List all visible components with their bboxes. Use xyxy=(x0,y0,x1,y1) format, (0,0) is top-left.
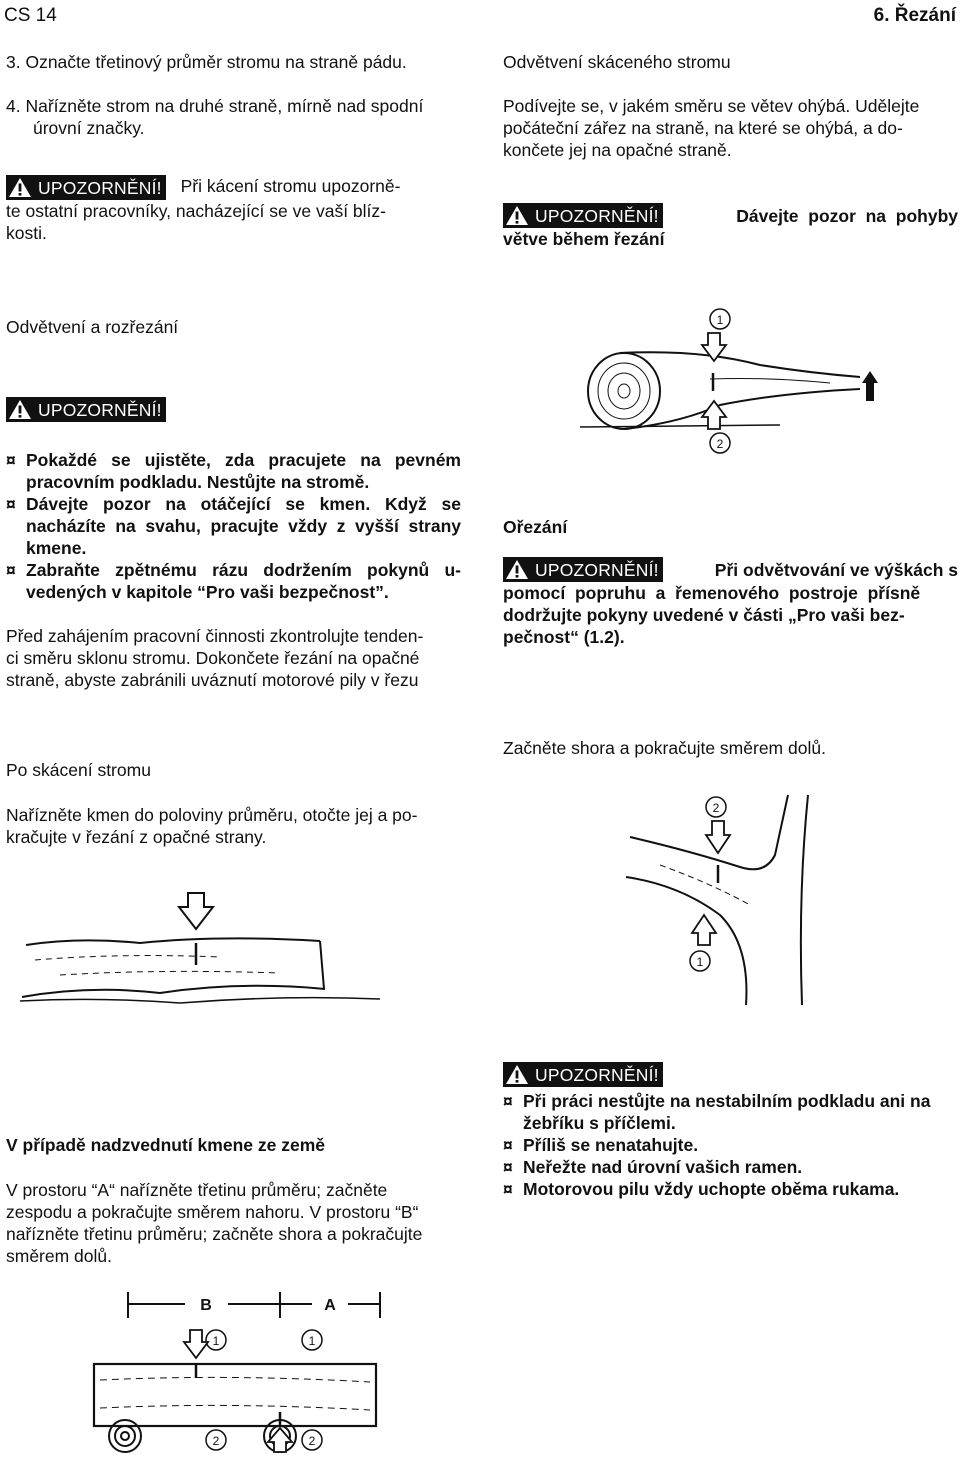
chapter-title: 6. Řezání xyxy=(873,5,956,26)
bullet-list-ladder xyxy=(503,1090,958,1200)
warning-badge xyxy=(6,397,166,422)
warning-text: Při kácení stromu upozorně- xyxy=(180,176,401,197)
zone-b-label: B xyxy=(200,1297,212,1314)
warning-label: UPOZORNĚNÍ! xyxy=(535,205,659,226)
warning-badge xyxy=(6,175,166,200)
list-item: ¤ Neřežte nad úrovní vašich ramen. xyxy=(503,1157,803,1177)
warning-text: Při odvětvování ve výškách s xyxy=(714,559,958,580)
step-4-line-2: úrovní značky. xyxy=(33,118,145,138)
arrow-down-icon xyxy=(179,893,213,929)
warning-badge xyxy=(503,203,663,228)
arrow-down-icon xyxy=(184,1330,208,1358)
section-title-after-felling: Po skácení stromu xyxy=(6,760,151,780)
log-top-line xyxy=(26,938,320,945)
warning-badge xyxy=(503,1062,663,1087)
warning-triangle-icon xyxy=(505,205,529,226)
list-item: ¤ Příliš se nenatahujte. xyxy=(503,1135,699,1155)
step-4 xyxy=(6,95,461,139)
list-item: ¤ Pokaždé se ujistěte, zda pracujete na pevném pracovním podkladu. Nestůjte na stromě. xyxy=(6,450,461,492)
paragraph-branch-bend: Podívejte se, v jakém směru se větev ohýbá. Udělejte počáteční zářez na straně, na které se ohýbá, a do- končete jej na opačné straně. xyxy=(503,96,920,160)
arrow-up-icon xyxy=(692,915,716,945)
list-item: ¤ Dávejte pozor na otáčející se kmen. Když se nacházíte na svahu, pracujte vždy z vyšší strany kmene. xyxy=(6,494,461,558)
list-item: ¤ Motorovou pilu vždy uchopte oběma rukama. xyxy=(503,1179,900,1199)
label-1: 1 xyxy=(716,313,724,327)
log-bottom-line xyxy=(22,986,325,997)
paragraph-top-down: Začněte shora a pokračujte směrem dolů. xyxy=(503,738,826,758)
list-item: ¤ Při práci nestůjte na nestabilním podkladu ani na žebříku s příčlemi. xyxy=(503,1091,931,1133)
section-title-limbing-felled: Odvětvení skáceného stromu xyxy=(503,52,731,72)
warning-label: UPOZORNĚNÍ! xyxy=(38,399,162,420)
paragraph-after-felling: Nařízněte kmen do poloviny průměru, otočte jej a po- kračujte v řezání z opačné strany. xyxy=(6,805,418,847)
label-1: 1 xyxy=(308,1334,316,1348)
page-number: CS 14 xyxy=(4,5,57,26)
warning-label: UPOZORNĚNÍ! xyxy=(535,559,659,580)
bullet-list-limbing xyxy=(6,449,461,603)
label-2: 2 xyxy=(308,1434,316,1448)
figure-bent-branch xyxy=(580,305,880,465)
warning-limbing xyxy=(6,397,166,422)
warning-triangle-icon xyxy=(8,177,32,198)
warning-branch-movement xyxy=(503,203,958,250)
warning-triangle-icon xyxy=(505,1064,529,1085)
label-2: 2 xyxy=(716,437,724,451)
figure-log-on-ground xyxy=(20,885,440,1015)
warning-text: Dávejte pozor na pohyby xyxy=(736,205,958,226)
step-3: 3. Označte třetinový průměr stromu na straně pádu. xyxy=(6,52,407,72)
warning-label: UPOZORNĚNÍ! xyxy=(38,177,162,198)
label-2: 2 xyxy=(712,801,720,815)
list-item: ¤ Zabraňte zpětnému rázu dodržením pokynů u- vedených v kapitole “Pro vaši bezpečnost”. xyxy=(6,560,461,602)
warning-text-line-2: te ostatní pracovníky, nacházející se ve vaší blíz- xyxy=(6,201,386,221)
warning-badge xyxy=(503,557,663,582)
section-title-raised-log: V případě nadzvednutí kmene ze země xyxy=(6,1135,325,1155)
section-title-pruning: Ořezání xyxy=(503,517,568,537)
figure-raised-log xyxy=(80,1290,390,1460)
warning-triangle-icon xyxy=(8,399,32,420)
figure-pruning-branch xyxy=(620,795,860,1005)
arrow-down-icon xyxy=(706,821,730,853)
zone-a-label: A xyxy=(324,1297,336,1314)
label-2: 2 xyxy=(212,1434,220,1448)
label-1: 1 xyxy=(696,955,704,969)
warning-text-line-3: kosti. xyxy=(6,223,47,243)
section-title-limbing: Odvětvení a rozřezání xyxy=(6,317,179,337)
warning-triangle-icon xyxy=(505,559,529,580)
warning-label: UPOZORNĚNÍ! xyxy=(535,1064,659,1085)
step-4-line-1: 4. Nařízněte strom na druhé straně, mírně nad spodní xyxy=(6,96,424,116)
warning-pruning: UPOZORNĚNÍ! Při odvětvování ve výškách s pomocí popruhu a řemenového postroje přísně dodržujte pokyny uvedené v části „Pro vaši bez- pečnost“ (1.2). xyxy=(503,557,958,648)
paragraph-tension: Před zahájením pracovní činnosti zkontrolujte tenden- ci směru sklonu stromu. Dokončete řezání na opačné straně, abyste zabránili uváznutí motorové pily v řezu xyxy=(6,626,424,690)
arrow-up-icon xyxy=(862,371,878,401)
label-1: 1 xyxy=(212,1334,220,1348)
warning-ladder xyxy=(503,1062,663,1087)
paragraph-raised-log: V prostoru “A“ nařízněte třetinu průměru; začněte zespodu a pokračujte směrem nahoru. V prostoru “B“ nařízněte třetinu průměru; začněte shora a pokračujte směrem dolů. xyxy=(6,1180,423,1266)
warning-felling xyxy=(6,175,461,244)
warning-text-line-2: větve během řezání xyxy=(503,229,665,249)
